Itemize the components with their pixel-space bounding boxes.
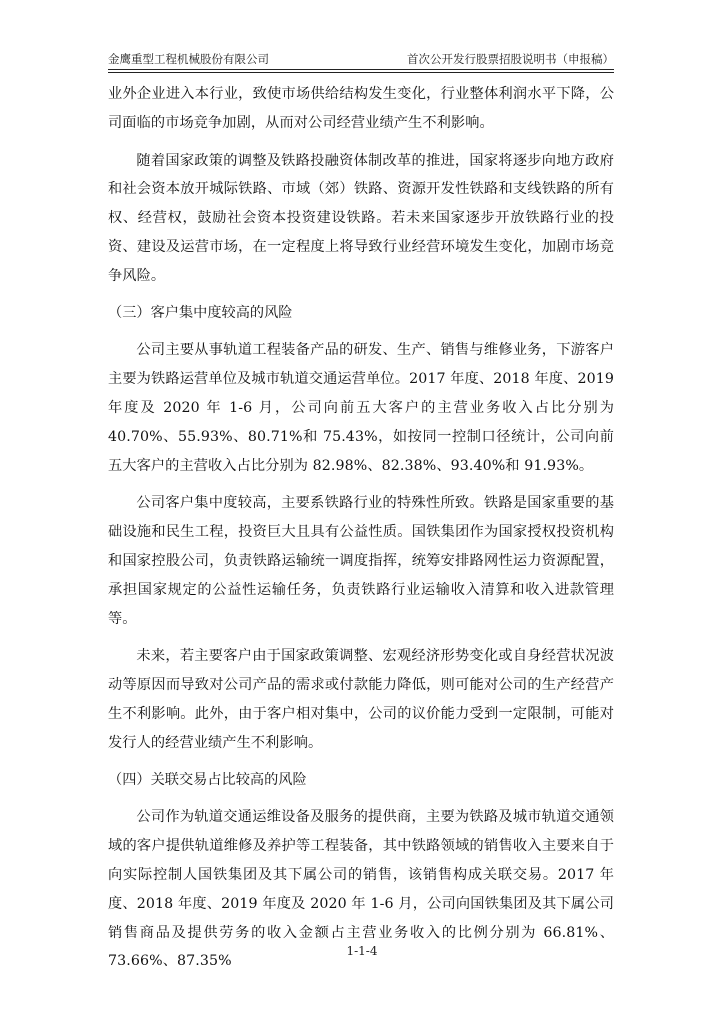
paragraph-railway-industry: 公司客户集中度较高，主要系铁路行业的特殊性所致。铁路是国家重要的基础设施和民生工程，投资巨大且具有公益性质。国铁集团作为国家授权投资机构和国家控股公司，负责铁路运输统一调度指挥，统筹安排路网性运力资源配置，承担国家规定的公益性运输任务，负责铁路行业运输收入清算和收入进款管理等。 bbox=[108, 495, 614, 627]
header-divider bbox=[108, 69, 614, 73]
header-document-title: 首次公开发行股票招股说明书（申报稿） bbox=[407, 52, 614, 66]
section-heading-related-transactions: （四）关联交易占比较高的风险 bbox=[108, 771, 307, 788]
paragraph-related-transactions: 公司作为轨道交通运维设备及服务的提供商，主要为铁路及城市轨道交通领域的客户提供轨道维修及养护等工程装备，其中铁路领域的销售收入主要来自于向实际控制人国铁集团及其下属公司的销售，该销售构成关联交易。2017 年度、2018 年度、2019 年度及 2020 年 1-6 月，公司向国铁集团及其下属公司销售商品及提供劳务的收入金额占主营业务收入的比例分别为 66.81%、73.66%、87.35% bbox=[108, 809, 614, 970]
paragraph-continuation: 业外企业进入本行业，致使市场供给结构发生变化，行业整体利润水平下降，公司面临的市场竞争加剧，从而对公司经营业绩产生不利影响。 bbox=[108, 86, 614, 131]
section-heading-customer-concentration: （三）客户集中度较高的风险 bbox=[108, 304, 293, 321]
paragraph-future-risk: 未来，若主要客户由于国家政策调整、宏观经济形势变化或自身经营状况波动等原因而导致对公司产品的需求或付款能力降低，则可能对公司的生产经营产生不利影响。此外，由于客户相对集中，公司的议价能力受到一定限制，可能对发行人的经营业绩产生不利影响。 bbox=[108, 648, 614, 751]
page-number: 1-1-4 bbox=[346, 944, 378, 958]
paragraph-railway-policy: 随着国家政策的调整及铁路投融资体制改革的推进，国家将逐步向地方政府和社会资本放开城际铁路、市域（郊）铁路、资源开发性铁路和支线铁路的所有权、经营权，鼓励社会资本投资建设铁路。若未来国家逐步开放铁路行业的投资、建设及运营市场，在一定程度上将导致行业经营环境发生变化，加剧市场竞争风险。 bbox=[108, 152, 614, 284]
paragraph-customer-share: 公司主要从事轨道工程装备产品的研发、生产、销售与维修业务，下游客户主要为铁路运营单位及城市轨道交通运营单位。2017 年度、2018 年度、2019 年度及 2020 年 1-6 月，公司向前五大客户的主营业务收入占比分别为 40.70%、55.93%、80.71%和 75.43%，如按同一控制口径统计，公司向前五大客户的主营收入占比分别为 82.98%、82.38%、93.40%和 91.93%。 bbox=[108, 342, 614, 474]
document-body bbox=[108, 80, 614, 976]
header-company-name: 金鹰重型工程机械股份有限公司 bbox=[108, 52, 269, 66]
page-header bbox=[108, 48, 614, 68]
